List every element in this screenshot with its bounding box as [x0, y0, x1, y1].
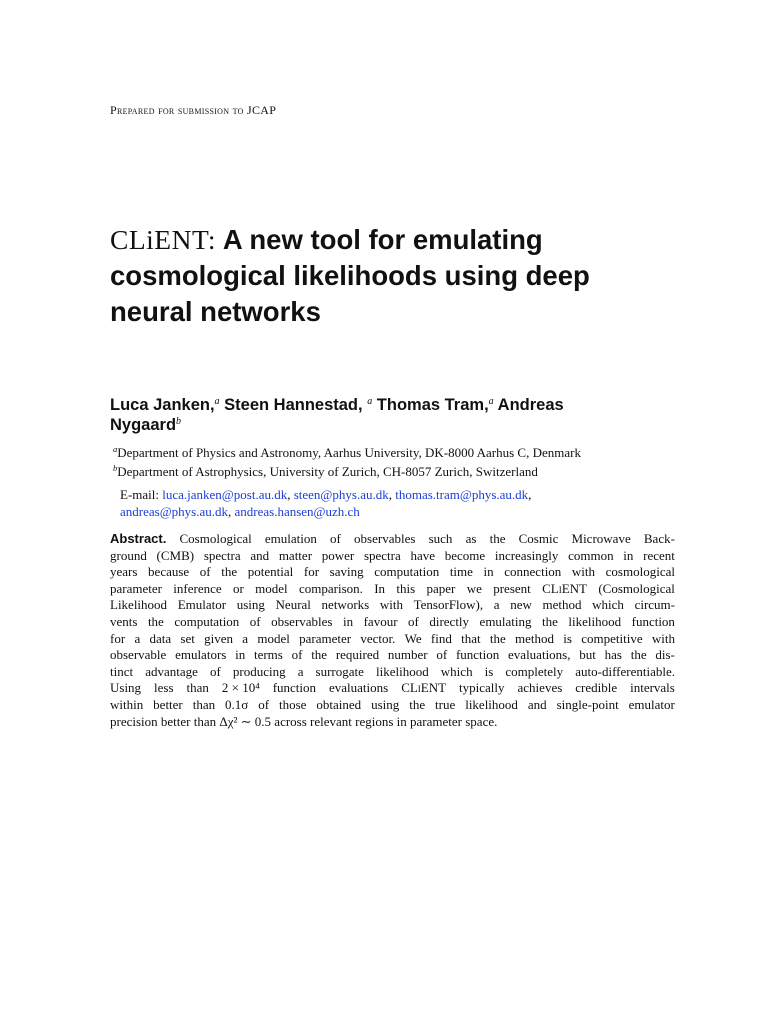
abstract-word: 0.1σ — [225, 696, 249, 712]
abstract-word: time — [449, 564, 473, 580]
email-link-hansen[interactable]: andreas.hansen@uzh.ch — [234, 504, 360, 519]
abstract-word: of — [408, 613, 419, 629]
abstract-word: computation — [174, 613, 240, 629]
abstract-word: is — [484, 663, 494, 679]
title-line-2: cosmological likelihoods using deep — [110, 260, 590, 291]
abstract-word: a — [242, 630, 249, 646]
abstract-word: than — [192, 696, 216, 712]
abstract-line — [110, 647, 675, 664]
abstract-line — [110, 631, 675, 648]
abstract-word: tinct — [110, 663, 134, 679]
abstract-word: spectra — [363, 547, 401, 563]
abstract-word: circum- — [634, 597, 675, 613]
abstract-word: years — [110, 564, 138, 580]
abstract-word: true — [435, 696, 456, 712]
abstract-word: a — [297, 663, 304, 679]
abstract-word: terms — [253, 647, 283, 663]
abstract-word: In — [374, 580, 386, 596]
abstract-word: 2 × 10⁴ — [221, 680, 260, 696]
abstract-word: and — [527, 696, 547, 712]
abstract-line — [110, 597, 675, 614]
abstract-word: which — [440, 663, 473, 679]
abstract-line — [110, 614, 675, 631]
abstract-word: the — [221, 564, 238, 580]
author-janken: Luca Janken, — [110, 396, 215, 414]
abstract-word: in — [623, 547, 634, 563]
abstract-word: CLiENT — [542, 580, 587, 596]
abstract-word: method — [515, 630, 555, 646]
abstract-word: likelihood — [568, 613, 622, 629]
abstract-word: Neural — [275, 597, 311, 613]
abstract-word: in — [483, 564, 494, 580]
abstract — [110, 531, 675, 730]
abstract-line — [110, 531, 675, 548]
affiliation-a-marker: a — [113, 444, 118, 454]
affiliation-zurich — [113, 464, 693, 480]
abstract-word: observable — [110, 647, 167, 663]
abstract-line — [110, 581, 675, 598]
abstract-word: Likelihood — [110, 597, 168, 613]
author-hannestad: Steen Hannestad, — [224, 396, 363, 414]
abstract-line — [110, 664, 675, 681]
abstract-word: of — [209, 663, 221, 679]
affiliation-b-text: Department of Astrophysics, University of Zurich, CH-8057 Zurich, Switzerland — [117, 464, 538, 479]
abstract-word: Microwave — [571, 531, 631, 546]
abstract-word: surrogate — [315, 663, 364, 679]
abstract-word: Cosmological — [179, 531, 252, 546]
abstract-line — [110, 697, 675, 714]
abstract-word: competitive — [581, 630, 643, 646]
abstract-word: spectra — [203, 547, 241, 563]
abstract-word: producing — [232, 663, 286, 679]
abstract-word: precision better than Δχ² ∼ 0.5 across relevant regions in parameter space. — [110, 713, 498, 729]
abstract-word: function — [272, 680, 317, 696]
abstract-word: vector. — [360, 630, 396, 646]
submission-note: Prepared for submission to JCAP — [110, 103, 277, 117]
abstract-word: those — [279, 696, 307, 712]
abstract-word: but — [579, 647, 596, 663]
email-label: E-mail: — [120, 487, 159, 502]
abstract-word: inference — [173, 580, 222, 596]
abstract-word: method — [542, 597, 582, 613]
abstract-word: and — [250, 547, 270, 563]
abstract-word: obtained — [316, 696, 362, 712]
abstract-word: such — [428, 531, 453, 546]
abstract-word: using — [236, 597, 265, 613]
abstract-word: evaluations — [329, 680, 389, 696]
abstract-word: that — [461, 630, 481, 646]
abstract-word: favour — [363, 613, 398, 629]
author-hannestad-affil: a — [367, 396, 373, 407]
author-nygaard-first: Andreas — [497, 396, 564, 414]
abstract-word: the — [542, 613, 558, 629]
abstract-word: in — [235, 647, 246, 663]
abstract-word: emulator — [628, 696, 675, 712]
abstract-word: for — [110, 630, 126, 646]
abstract-word: likelihood — [376, 663, 429, 679]
abstract-word: new — [510, 597, 532, 613]
paper-title — [110, 222, 670, 330]
abstract-word: TensorFlow), — [413, 597, 484, 613]
abstract-word: required — [335, 647, 380, 663]
abstract-word: evaluations, — [508, 647, 571, 663]
abstract-word: likelihood — [465, 696, 518, 712]
abstract-word: recent — [643, 547, 675, 563]
abstract-word: of — [249, 613, 261, 629]
abstract-word: emulators — [175, 647, 227, 663]
abstract-word: of — [199, 564, 211, 580]
abstract-word: power — [321, 547, 355, 563]
abstract-word: CLiENT — [401, 680, 447, 696]
abstract-word: observables — [354, 531, 416, 546]
abstract-word: better — [153, 696, 183, 712]
abstract-word: model — [257, 630, 290, 646]
abstract-word: vents — [110, 613, 138, 629]
email-link-nygaard[interactable]: andreas@phys.au.dk — [120, 504, 228, 519]
abstract-word: computation — [374, 564, 440, 580]
abstract-word: with — [379, 597, 403, 613]
abstract-word: single-point — [556, 696, 619, 712]
email-block: E-mail: luca.janken@post.au.dk, steen@phys.au.dk, thomas.tram@phys.au.dk, andreas@phys.au.dk, andreas.hansen@uzh.ch — [120, 487, 532, 519]
author-list — [110, 395, 650, 435]
abstract-word: the — [489, 630, 506, 646]
abstract-word: of — [258, 696, 270, 712]
abstract-word: set — [180, 630, 195, 646]
abstract-word: given — [204, 630, 234, 646]
abstract-heading: Abstract. — [110, 531, 167, 546]
abstract-word: Using — [110, 680, 142, 696]
affiliation-a-text: Department of Physics and Astronomy, Aarhus University, DK-8000 Aarhus C, Denmark — [117, 445, 581, 460]
abstract-word: the — [630, 647, 647, 663]
abstract-line — [110, 680, 675, 697]
abstract-word: in — [342, 613, 354, 629]
abstract-word: because — [148, 564, 190, 580]
abstract-line — [110, 564, 675, 581]
abstract-word: model — [255, 580, 288, 596]
author-tram: Thomas Tram, — [376, 396, 489, 414]
author-tram-affil: a — [488, 396, 494, 407]
email-link-janken[interactable]: luca.janken@post.au.dk — [162, 487, 288, 502]
abstract-word: as — [465, 531, 477, 546]
abstract-word: is — [563, 630, 572, 646]
abstract-word: cosmological — [605, 564, 675, 580]
abstract-word: the — [147, 613, 164, 629]
abstract-word: using — [371, 696, 400, 712]
abstract-word: Back- — [643, 531, 675, 546]
affiliation-b-marker: b — [113, 463, 118, 473]
abstract-word: We — [404, 630, 422, 646]
email-link-tram[interactable]: thomas.tram@phys.au.dk — [395, 487, 529, 502]
abstract-word: the — [489, 531, 506, 546]
abstract-word: of — [291, 647, 303, 663]
abstract-word: common — [568, 547, 614, 563]
email-link-hannestad[interactable]: steen@phys.au.dk — [293, 487, 389, 502]
abstract-word: connection — [504, 564, 562, 580]
abstract-word: advantage — [145, 663, 198, 679]
abstract-word: a — [134, 630, 141, 646]
abstract-word: of — [436, 647, 448, 663]
abstract-word: achieves — [517, 680, 563, 696]
abstract-word: (CMB) — [156, 547, 195, 563]
abstract-word: Emulator — [177, 597, 227, 613]
abstract-word: emulation — [264, 531, 317, 546]
abstract-word: increasingly — [494, 547, 559, 563]
abstract-word: of — [330, 531, 341, 546]
abstract-word: find — [430, 630, 452, 646]
abstract-word: directly — [429, 613, 470, 629]
abstract-word: we — [466, 580, 482, 596]
abstract-word: parameter — [299, 630, 352, 646]
abstract-word: present — [493, 580, 531, 596]
abstract-word: completely — [505, 663, 564, 679]
abstract-word: saving — [329, 564, 364, 580]
abstract-word: for — [303, 564, 320, 580]
abstract-word: less — [154, 680, 174, 696]
abstract-line — [110, 714, 675, 731]
title-line-1: A new tool for emulating — [222, 224, 543, 255]
abstract-word: have — [410, 547, 435, 563]
abstract-word: typically — [459, 680, 505, 696]
abstract-word: within — [110, 696, 144, 712]
abstract-word: or — [232, 580, 244, 596]
abstract-word: become — [444, 547, 486, 563]
abstract-word: matter — [278, 547, 313, 563]
abstract-word: this — [396, 580, 416, 596]
abstract-word: potential — [247, 564, 294, 580]
abstract-word: a — [493, 597, 500, 613]
abstract-word: function — [455, 647, 500, 663]
abstract-word: the — [409, 696, 426, 712]
abstract-word: with — [651, 630, 675, 646]
abstract-word: function — [631, 613, 675, 629]
abstract-word: observables — [271, 613, 333, 629]
author-nygaard-affil: b — [176, 416, 182, 427]
abstract-word: than — [186, 680, 209, 696]
abstract-word: (Cosmological — [598, 580, 675, 596]
affiliation-aarhus — [113, 445, 693, 461]
abstract-word: networks — [321, 597, 370, 613]
abstract-word: parameter — [110, 580, 162, 596]
abstract-word: data — [149, 630, 172, 646]
abstract-word: intervals — [630, 680, 675, 696]
abstract-line — [110, 548, 675, 565]
abstract-word: which — [592, 597, 624, 613]
abstract-word: Cosmic — [518, 531, 559, 546]
title-line-3: neural networks — [110, 296, 321, 327]
author-janken-affil: a — [214, 396, 220, 407]
abstract-word: has — [604, 647, 622, 663]
abstract-word: the — [311, 647, 328, 663]
abstract-word: credible — [575, 680, 618, 696]
abstract-word: with — [571, 564, 596, 580]
abstract-word: auto-differentiable. — [575, 663, 675, 679]
abstract-word: ground — [110, 547, 147, 563]
abstract-word: number — [387, 647, 428, 663]
abstract-word: dis- — [655, 647, 675, 663]
title-tool-name: CLiENT: — [110, 224, 217, 255]
abstract-word: emulating — [479, 613, 532, 629]
abstract-word: comparison. — [298, 580, 363, 596]
abstract-word: paper — [426, 580, 456, 596]
author-nygaard-last: Nygaard — [110, 416, 177, 434]
